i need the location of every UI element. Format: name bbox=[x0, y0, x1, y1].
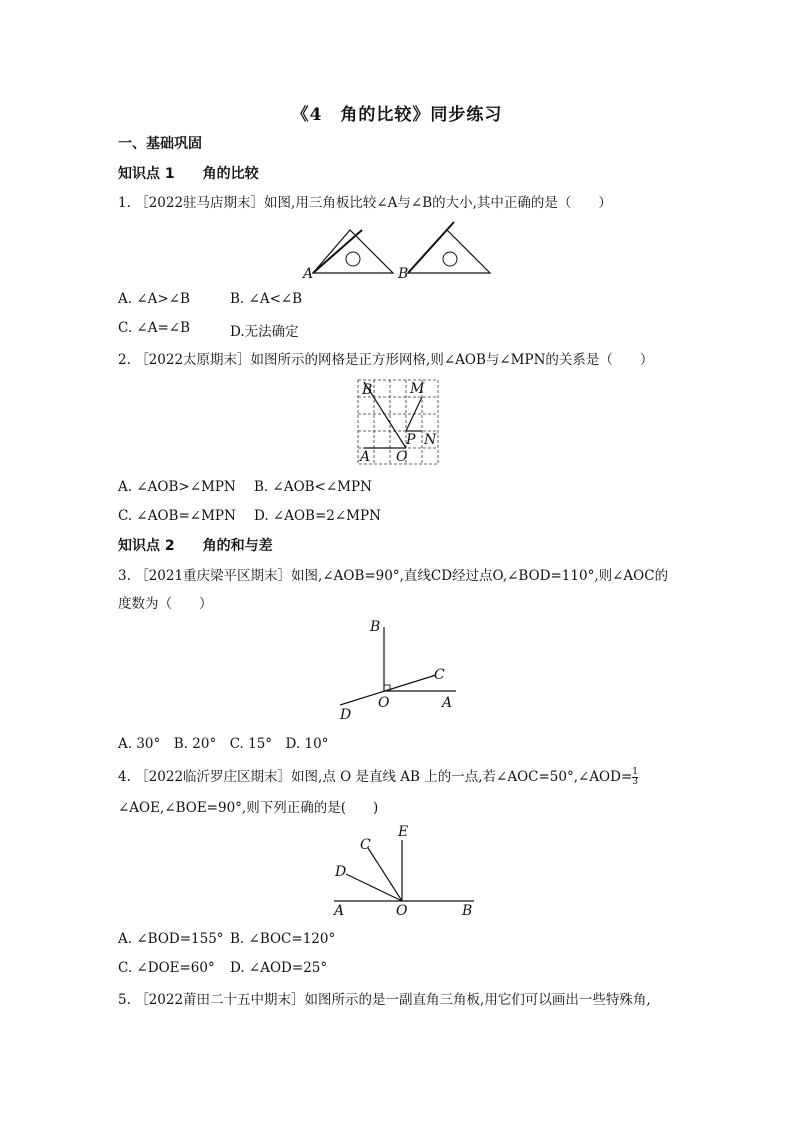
point-label-m: M bbox=[410, 381, 425, 397]
q1-option-b: B. ∠A<∠B bbox=[230, 291, 303, 307]
point-label-a: A bbox=[303, 266, 314, 282]
point-label-a: A bbox=[334, 903, 345, 919]
question-3-stem-line-1: 3. ［2021重庆梁平区期末］如图,∠AOB=90°,直线CD经过点O,∠BOD=110°,则∠AOC的 bbox=[118, 568, 669, 584]
knowledge-point-2: 知识点 2 角的和与差 bbox=[118, 538, 273, 554]
question-4-stem-line-2: ∠AOE,∠BOE=90°,则下列正确的是( ) bbox=[118, 800, 379, 816]
q2-option-a: A. ∠AOB>∠MPN bbox=[118, 479, 236, 495]
point-label-b: B bbox=[370, 619, 381, 635]
point-label-e: E bbox=[398, 824, 409, 840]
angle-side-a bbox=[313, 230, 362, 273]
point-label-o: O bbox=[378, 695, 390, 711]
q1-option-a: A. ∠A>∠B bbox=[118, 291, 190, 307]
question-1-figure bbox=[300, 215, 500, 283]
point-label-p: P bbox=[406, 432, 416, 448]
point-label-o: O bbox=[396, 903, 408, 919]
q1-option-c: C. ∠A=∠B bbox=[118, 320, 191, 336]
question-5-stem: 5. ［2022莆田二十五中期末］如图所示的是一副直角三角板,用它们可以画出一些特殊角, bbox=[118, 992, 651, 1008]
point-label-a: A bbox=[442, 695, 453, 711]
question-4-stem-line-1 bbox=[118, 765, 638, 787]
ruler-hole-b bbox=[443, 252, 457, 266]
q1-option-d: D.无法确定 bbox=[230, 324, 299, 340]
question-2-grid-figure bbox=[356, 378, 440, 466]
question-4-figure bbox=[330, 822, 480, 922]
point-label-c: C bbox=[360, 837, 371, 853]
q2-option-d: D. ∠AOB=2∠MPN bbox=[254, 508, 381, 524]
knowledge-point-1: 知识点 1 角的比较 bbox=[118, 166, 259, 182]
q3-options: A. 30° B. 20° C. 15° D. 10° bbox=[118, 736, 329, 752]
question-2-stem: 2. ［2022太原期末］如图所示的网格是正方形网格,则∠AOB与∠MPN的关系是（ ） bbox=[118, 352, 654, 368]
question-4-stem-text: 4. ［2022临沂罗庄区期末］如图,点 O 是直线 AB 上的一点,若∠AOC=50°,∠AOD= bbox=[118, 769, 633, 785]
point-label-d: D bbox=[335, 864, 347, 880]
triangle-ruler-b bbox=[408, 230, 490, 273]
point-label-n: N bbox=[424, 432, 437, 448]
point-label-d: D bbox=[340, 707, 352, 723]
q4-option-d: D. ∠AOD=25° bbox=[230, 960, 328, 976]
q4-option-a: A. ∠BOD=155° bbox=[118, 931, 224, 947]
point-label-b: B bbox=[362, 382, 373, 398]
fraction-denominator: 3 bbox=[632, 777, 638, 787]
question-3-figure bbox=[330, 615, 470, 725]
q4-option-b: B. ∠BOC=120° bbox=[230, 931, 336, 947]
point-label-o: O bbox=[396, 449, 408, 465]
point-label-b: B bbox=[462, 903, 473, 919]
fraction-numerator: 1 bbox=[632, 767, 638, 777]
page-title: 《4 角的比较》同步练习 bbox=[291, 105, 503, 125]
question-3-stem-line-2: 度数为（ ） bbox=[118, 596, 213, 612]
section-heading: 一、基础巩固 bbox=[118, 136, 202, 152]
point-label-b: B bbox=[398, 266, 409, 282]
point-label-c: C bbox=[434, 667, 445, 683]
question-1-stem: 1. ［2022驻马店期末］如图,用三角板比较∠A与∠B的大小,其中正确的是（ ） bbox=[118, 195, 612, 211]
q2-option-b: B. ∠AOB<∠MPN bbox=[254, 479, 372, 495]
q2-option-c: C. ∠AOB=∠MPN bbox=[118, 508, 236, 524]
point-label-a: A bbox=[360, 449, 371, 465]
fraction-one-third bbox=[632, 768, 638, 787]
q4-option-c: C. ∠DOE=60° bbox=[118, 960, 215, 976]
ruler-hole-a bbox=[346, 252, 360, 266]
